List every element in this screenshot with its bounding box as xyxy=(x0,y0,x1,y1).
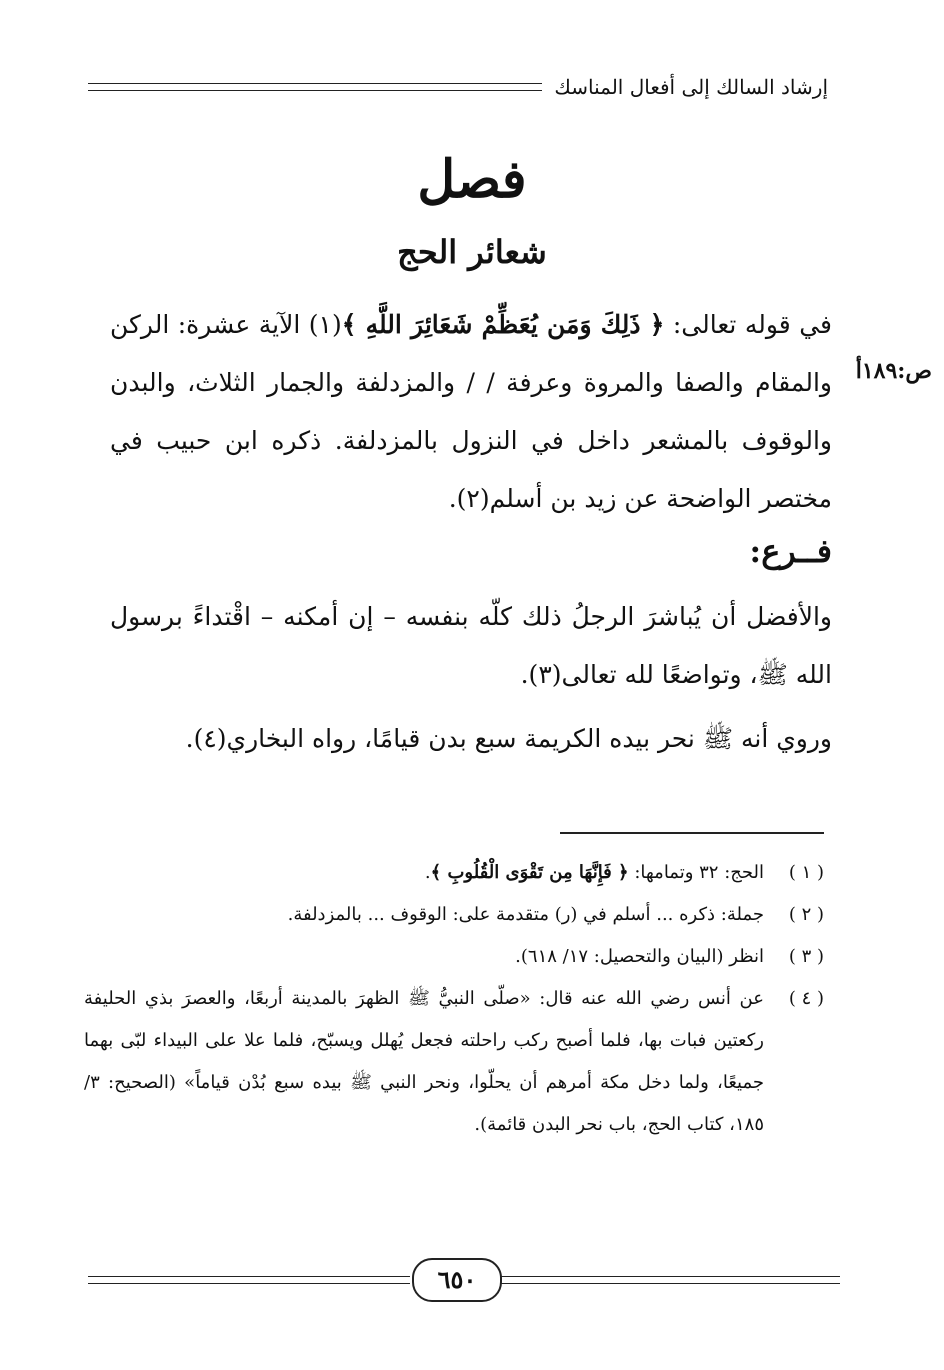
footnote-separator xyxy=(560,832,824,834)
paragraph-1 xyxy=(110,296,832,528)
footnote-text: جملة: ذكره ... أسلم في (ر) متقدمة على: الوقوف ... بالمزدلفة. xyxy=(287,904,764,925)
section-title: فصل xyxy=(417,149,527,210)
paragraph-1-end: . xyxy=(448,484,457,513)
section-subtitle: شعائر الحج xyxy=(397,233,547,271)
footnote xyxy=(84,978,824,1146)
paragraph-2-text: والأفضل أن يُباشرَ الرجلُ ذلك كلّه بنفسه – إن أمكنه – اقْتداءً برسول الله ﷺ، وتواضعًا لله تعالى xyxy=(110,602,832,689)
footnote-number: ( ٢ ) xyxy=(788,904,824,925)
manuscript-page-note: ص:١٨٩أ xyxy=(855,358,932,384)
footer-rule-right xyxy=(500,1276,840,1284)
paragraph-3 xyxy=(110,710,832,768)
footnote xyxy=(84,894,824,936)
paragraph-3-end: . xyxy=(185,724,194,753)
paragraph-2-end: . xyxy=(520,660,529,689)
footnote-number: ( ١ ) xyxy=(788,862,824,883)
footnote-ref-3: (٣) xyxy=(528,660,562,689)
footnote-end: . xyxy=(424,862,431,883)
footnote-ref-1: (١) xyxy=(308,310,342,339)
footnote-ref-2: (٢) xyxy=(456,484,490,513)
footer-rule-left xyxy=(88,1276,410,1284)
book-title: إرشاد السالك إلى أفعال المناسك xyxy=(554,75,828,99)
quran-verse: ﴿ ذَلِكَ وَمَن يُعَظِّمْ شَعَائِرَ اللَّهِ ﴾ xyxy=(341,310,665,339)
footnote-text: انظر (البيان والتحصيل: ١٧/ ٦١٨). xyxy=(515,946,764,967)
footnote-quran: ﴿ فَإِنَّهَا مِن تَقْوَى الْقُلُوبِ ﴾ xyxy=(430,862,629,883)
paragraph-2 xyxy=(110,588,832,704)
footnote-prefix: الحج: ٣٢ وتمامها: xyxy=(628,862,764,883)
paragraph-1-prefix: في قوله تعالى: xyxy=(664,310,832,339)
footnote xyxy=(84,852,824,894)
footnote-ref-4: (٤) xyxy=(193,724,227,753)
header-rule xyxy=(88,83,542,91)
running-header xyxy=(88,72,828,102)
footnote-text xyxy=(84,852,764,894)
paragraph-3-text: وروي أنه ﷺ نحر بيده الكريمة سبع بدن قيامًا، رواه البخاري xyxy=(226,724,832,753)
page-number: ٦٥٠ xyxy=(412,1258,502,1302)
footnote xyxy=(84,936,824,978)
footnote-number: ( ٤ ) xyxy=(788,988,824,1009)
paragraph-1-text: الآية عشرة: الركن والمقام والصفا والمروة وعرفة / / والمزدلفة والجمار الثلاث، والبدن والوقوف بالمشعر داخل في النزول بالمزدلفة. ذكره ابن حبيب في مختصر الواضحة عن زيد بن أسلم xyxy=(110,310,832,513)
sub-heading: فــرع: xyxy=(749,532,832,570)
footnotes xyxy=(84,852,824,1146)
footnote-text: عن أنس رضي الله عنه قال: «صلّى النبيُّ ﷺ الظهرَ بالمدينة أربعًا، والعصرَ بذي الحليفة ركعتين فبات بها، فلما أصبح ركب راحلته فجعل يُهلل ويسبّح، فلما علا على البيداء لبّى بهما جميعًا، ولما دخل مكة أمرهم أن يحلّوا، ونحر النبي ﷺ بيده سبع بُدْن قياماً» (الصحيح: ٣/ ١٨٥، كتاب الحج، باب نحر البدن قائمة). xyxy=(84,988,764,1135)
footnote-number: ( ٣ ) xyxy=(788,946,824,967)
